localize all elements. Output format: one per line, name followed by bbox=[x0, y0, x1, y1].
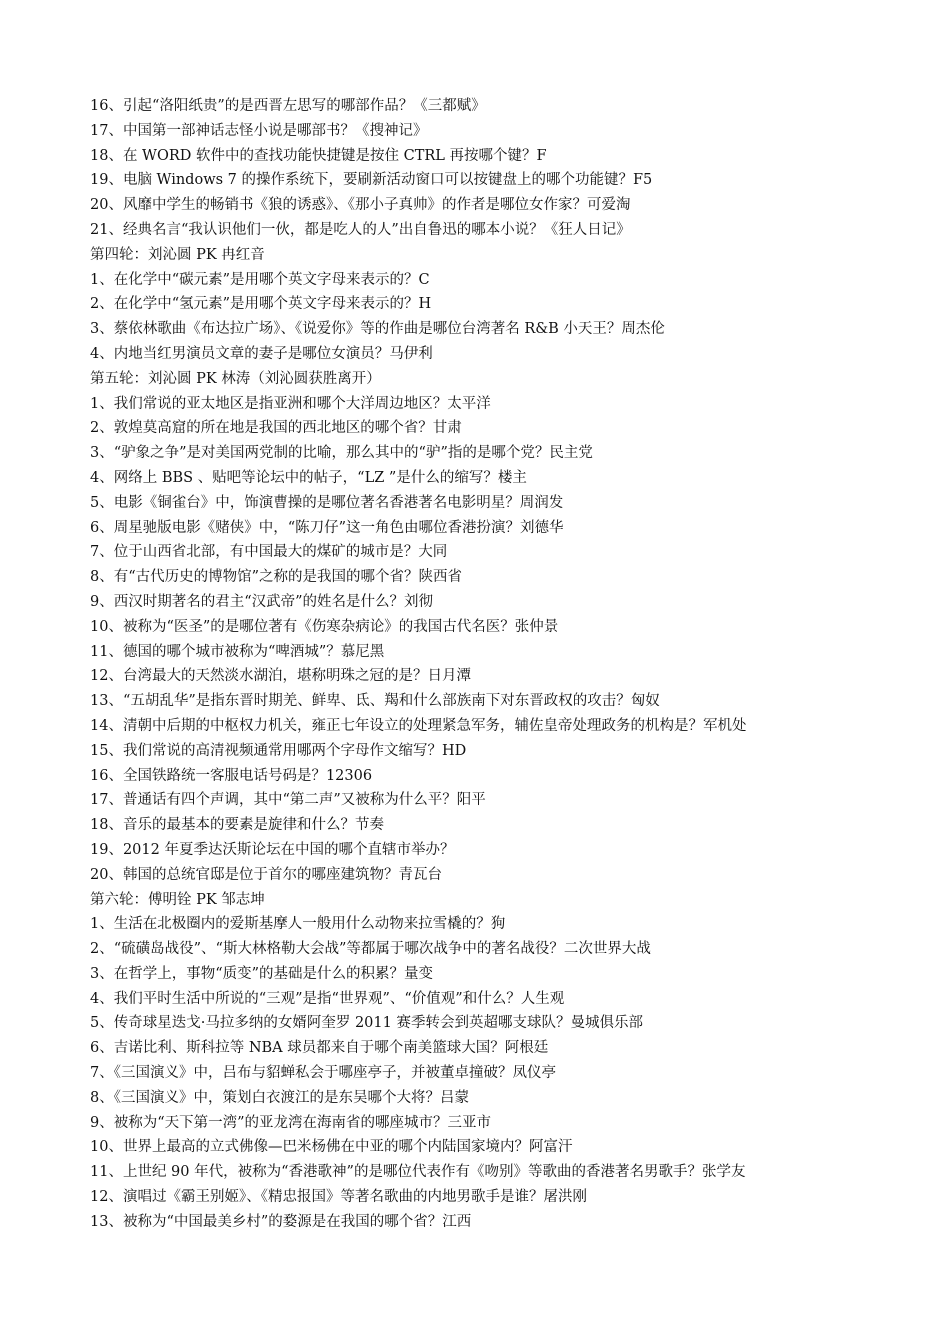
text-line: 18、音乐的最基本的要素是旋律和什么？节奏 bbox=[90, 817, 384, 834]
text-line: 6、吉诺比利、斯科拉等 NBA 球员都来自于哪个南美篮球大国？阿根廷 bbox=[90, 1040, 549, 1057]
text-line: 6、周星驰版电影《赌侠》中，“陈刀仔”这一角色由哪位香港扮演？刘德华 bbox=[90, 519, 564, 536]
text-line: 4、内地当红男演员文章的妻子是哪位女演员？马伊利 bbox=[90, 345, 433, 362]
text-line: 2、“硫磺岛战役”、“斯大林格勒大会战”等都属于哪次战争中的著名战役？二次世界大战 bbox=[90, 941, 651, 958]
text-line: 12、演唱过《霸王别姬》、《精忠报国》等著名歌曲的内地男歌手是谁？屠洪刚 bbox=[90, 1189, 587, 1206]
text-line: 10、世界上最高的立式佛像—巴米杨佛在中亚的哪个内陆国家境内？阿富汗 bbox=[90, 1139, 573, 1156]
text-line: 18、在 WORD 软件中的查找功能快捷键是按住 CTRL 再按哪个键？F bbox=[90, 147, 547, 164]
text-line: 2、敦煌莫高窟的所在地是我国的西北地区的哪个省？甘肃 bbox=[90, 420, 462, 437]
document-page bbox=[90, 94, 870, 1235]
text-line: 4、网络上 BBS 、贴吧等论坛中的帖子，“LZ ”是什么的缩写？楼主 bbox=[90, 469, 527, 486]
text-line: 21、经典名言“我认识他们一伙，都是吃人的人”出自鲁迅的哪本小说？《狂人日记》 bbox=[90, 221, 631, 238]
text-line: 8、《三国演义》中，策划白衣渡江的是东吴哪个大将？吕蒙 bbox=[90, 1089, 469, 1106]
text-line: 9、被称为“天下第一湾”的亚龙湾在海南省的哪座城市？三亚市 bbox=[90, 1114, 492, 1131]
text-line: 14、清朝中后期的中枢权力机关，雍正七年设立的处理紧急军务，辅佐皇帝处理政务的机构是？军机处 bbox=[90, 717, 747, 734]
text-line: 9、西汉时期著名的君主“汉武帝”的姓名是什么？刘彻 bbox=[90, 593, 434, 610]
text-line: 1、在化学中“碳元素”是用哪个英文字母来表示的？C bbox=[90, 271, 430, 288]
text-line: 19、2012 年夏季达沃斯论坛在中国的哪个直辖市举办？ bbox=[90, 841, 455, 858]
text-line: 5、传奇球星迭戈·马拉多纳的女婿阿奎罗 2011 赛季转会到英超哪支球队？曼城俱乐部 bbox=[90, 1015, 643, 1032]
text-line: 12、台湾最大的天然淡水湖泊，堪称明珠之冠的是？日月潭 bbox=[90, 668, 471, 685]
text-line: 13、“五胡乱华”是指东晋时期羌、鲜卑、氐、羯和什么部族南下对东晋政权的攻击？匈奴 bbox=[90, 693, 660, 710]
text-line: 10、被称为“医圣”的是哪位著有《伤寒杂病论》的我国古代名医？张仲景 bbox=[90, 618, 559, 635]
text-line: 13、被称为“中国最美乡村”的婺源是在我国的哪个省？江西 bbox=[90, 1213, 472, 1230]
text-line: 20、韩国的总统官邸是位于首尔的哪座建筑物？青瓦台 bbox=[90, 866, 442, 883]
round-heading: 第五轮：刘沁圆 PK 林涛（刘沁圆获胜离开） bbox=[90, 370, 381, 387]
text-line: 5、电影《铜雀台》中，饰演曹操的是哪位著名香港著名电影明星？周润发 bbox=[90, 494, 564, 511]
text-line: 17、中国第一部神话志怪小说是哪部书？《搜神记》 bbox=[90, 122, 428, 139]
round-heading: 第六轮：傅明铨 PK 邹志坤 bbox=[90, 891, 265, 908]
text-line: 1、我们常说的亚太地区是指亚洲和哪个大洋周边地区？太平洋 bbox=[90, 395, 491, 412]
text-line: 7、位于山西省北部，有中国最大的煤矿的城市是？大同 bbox=[90, 544, 448, 561]
text-line: 20、风靡中学生的畅销书《狼的诱惑》、《那小子真帅》的作者是哪位女作家？可爱淘 bbox=[90, 197, 631, 214]
text-line: 15、我们常说的高清视频通常用哪两个字母作文缩写？HD bbox=[90, 742, 467, 759]
text-line: 17、普通话有四个声调，其中“第二声”又被称为什么平？阳平 bbox=[90, 792, 486, 809]
text-line: 8、有“古代历史的博物馆”之称的是我国的哪个省？陕西省 bbox=[90, 569, 463, 586]
text-line: 16、引起“洛阳纸贵”的是西晋左思写的哪部作品？《三都赋》 bbox=[90, 98, 486, 114]
text-line: 3、蔡依林歌曲《布达拉广场》、《说爱你》等的作曲是哪位台湾著名 R&B 小天王？周杰伦 bbox=[90, 321, 665, 338]
text-line: 4、我们平时生活中所说的“三观”是指“世界观”、“价值观”和什么？人生观 bbox=[90, 990, 565, 1007]
text-line: 11、德国的哪个城市被称为“啤酒城”？慕尼黑 bbox=[90, 643, 385, 660]
text-line: 3、“驴象之争”是对美国两党制的比喻，那么其中的“驴”指的是哪个党？民主党 bbox=[90, 445, 593, 462]
text-line: 7、《三国演义》中，吕布与貂蝉私会于哪座亭子，并被董卓撞破？凤仪亭 bbox=[90, 1065, 556, 1082]
text-line: 3、在哲学上，事物“质变”的基础是什么的积累？量变 bbox=[90, 965, 434, 982]
text-line: 1、生活在北极圈内的爱斯基摩人一般用什么动物来拉雪橇的？狗 bbox=[90, 916, 506, 933]
round-heading: 第四轮：刘沁圆 PK 冉红音 bbox=[90, 246, 265, 263]
text-line: 11、上世纪 90 年代，被称为“香港歌神”的是哪位代表作有《吻别》等歌曲的香港著名男歌手？张学友 bbox=[90, 1164, 746, 1181]
text-line: 19、电脑 Windows 7 的操作系统下，要刷新活动窗口可以按键盘上的哪个功能键？F5 bbox=[90, 172, 653, 189]
text-line: 16、全国铁路统一客服电话号码是？12306 bbox=[90, 767, 373, 784]
text-line: 2、在化学中“氢元素”是用哪个英文字母来表示的？H bbox=[90, 296, 432, 313]
